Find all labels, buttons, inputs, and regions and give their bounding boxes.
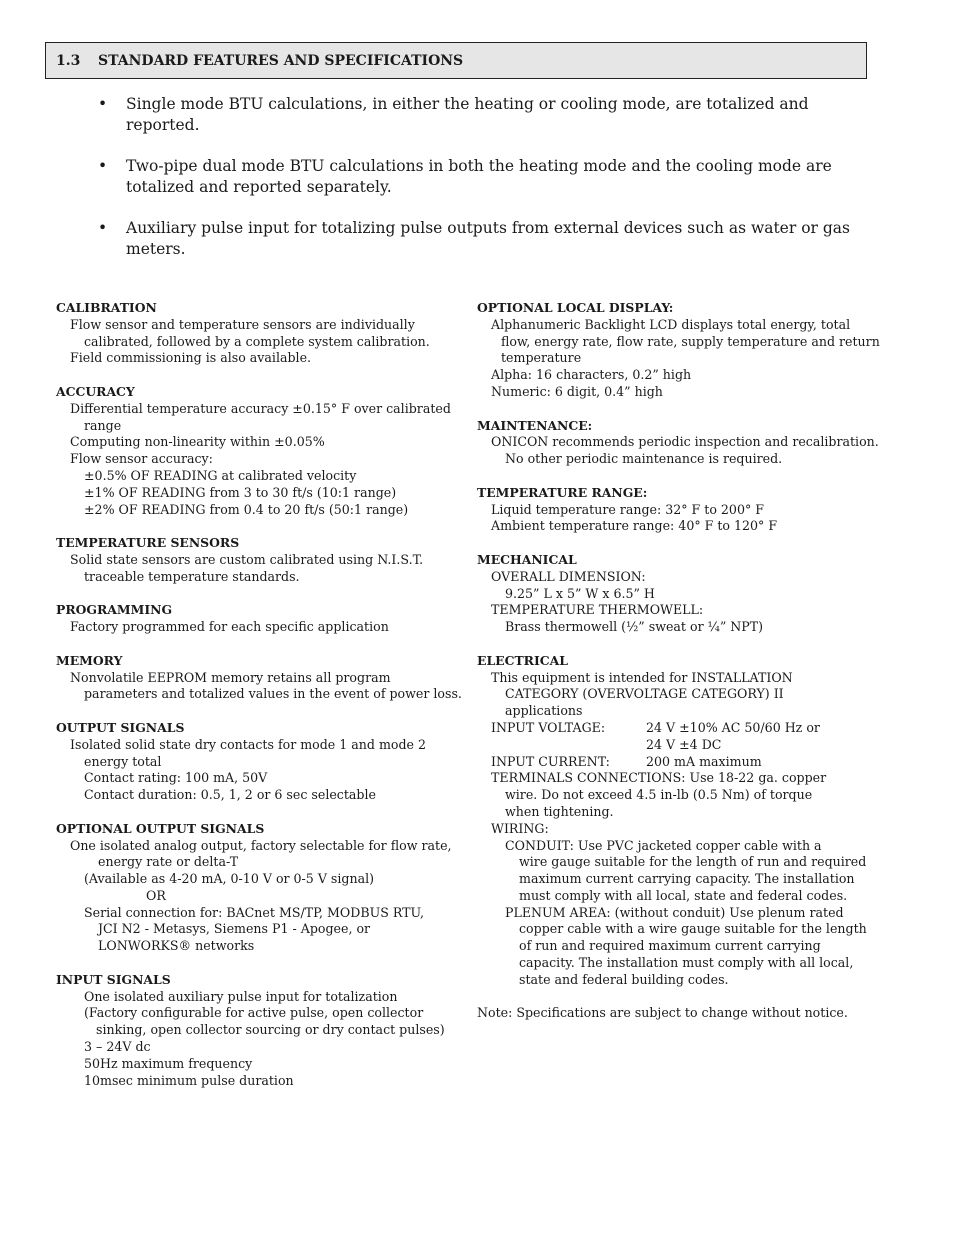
memory-section: MEMORY Nonvolatile EEPROM memory retains all program parameters and totalized values in the event of power loss.: [56, 653, 471, 703]
input-current-row: INPUT CURRENT: 200 mA maximum: [491, 753, 762, 769]
section-heading: CALIBRATION: [56, 300, 157, 315]
bullet-icon: •: [98, 219, 108, 237]
section-heading: PROGRAMMING: [56, 602, 173, 618]
section-title: STANDARD FEATURES AND SPECIFICATIONS: [98, 53, 464, 69]
maintenance-section: MAINTENANCE: ONICON recommends periodic inspection and recalibration. No other periodic maintenance is required.: [477, 418, 897, 468]
section-heading: ELECTRICAL: [477, 652, 568, 668]
feature-item: • Single mode BTU calculations, in either the heating or cooling mode, are totalized and reported.: [98, 95, 809, 134]
section-heading: OPTIONAL OUTPUT SIGNALS: [56, 820, 265, 836]
section-heading: OUTPUT SIGNALS: [56, 719, 185, 735]
electrical-section: ELECTRICAL This equipment is intended for INSTALLATION CATEGORY (OVERVOLTAGE CATEGORY) II applications INPUT VOLTAGE: 24 V ±10% AC 50/60 Hz or 24 V ±4 DC INPUT CURRENT: 200 mA maximum TERMINALS CONNECTIONS: Use 18-22 ga. copper wire. Do not exceed 4.5 in-lb (0.5 Nm) of torque when tightening. WIRING: CONDUIT: Use PVC jacketed copper cable with a wire gauge suitable for the length of run and required maximum current carrying capacity. The installation must comply with all local, state and federal codes. PLENUM AREA: (without conduit) Use plenum rated copper cable with a wire gauge suitable for the length of run and required maximum current carrying capacity. The installation must comply with all local, state and federal building codes.: [477, 653, 897, 989]
section-heading: TEMPERATURE RANGE:: [477, 484, 648, 500]
optional-output-signals-section: OPTIONAL OUTPUT SIGNALS One isolated analog output, factory selectable for flow rate, energy rate or delta-T (Available as 4-20 mA, 0-10 V or 0-5 V signal) OR Serial connection for: BACnet MS/TP, MODBUS RTU, JCI N2 - Metasys, Siemens P1 - Apogee, or LONWORKS® networks: [56, 821, 471, 955]
section-heading: MEMORY: [56, 652, 123, 668]
spec-column-right: [477, 300, 897, 1022]
specs-note: Note: Specifications are subject to change without notice.: [477, 1005, 848, 1021]
local-display-section: OPTIONAL LOCAL DISPLAY: Alphanumeric Backlight LCD displays total energy, total flow, energy rate, flow rate, supply temperature and return temperature Alpha: 16 characters, 0.2” high Numeric: 6 digit, 0.4” high: [477, 300, 897, 401]
accuracy-section: ACCURACY Differential temperature accuracy ±0.15° F over calibrated range Computing non-linearity within ±0.05% Flow sensor accuracy: ±0.5% OF READING at calibrated velocity ±1% OF READING from 3 to 30 ft/s (10:1 range) ±2% OF READING from 0.4 to 20 ft/s (50:1 range): [56, 384, 471, 518]
feature-list: [98, 94, 858, 280]
mechanical-section: MECHANICAL OVERALL DIMENSION: 9.25” L x 5” W x 6.5” H TEMPERATURE THERMOWELL: Brass thermowell (½” sweat or ¼” NPT): [477, 552, 897, 636]
temperature-sensors-section: TEMPERATURE SENSORS Solid state sensors are custom calibrated using N.I.S.T. traceable temperature standards.: [56, 535, 471, 585]
section-heading: MECHANICAL: [477, 551, 577, 567]
feature-item: • Two-pipe dual mode BTU calculations in both the heating mode and the cooling mode are totalized and reported separately.: [98, 157, 832, 196]
calibration-section: CALIBRATION Flow sensor and temperature sensors are individually calibrated, followed by a complete system calibration. Field commissioning is also available.: [56, 300, 471, 367]
feature-item: • Auxiliary pulse input for totalizing pulse outputs from external devices such as water or gas meters.: [98, 219, 850, 258]
temperature-range-section: TEMPERATURE RANGE: Liquid temperature range: 32° F to 200° F Ambient temperature range: 40° F to 120° F: [477, 485, 897, 535]
section-header: [45, 42, 867, 79]
section-heading: TEMPERATURE SENSORS: [56, 535, 240, 551]
programming-section: PROGRAMMING Factory programmed for each specific application: [56, 602, 471, 636]
section-heading: OPTIONAL LOCAL DISPLAY:: [477, 300, 674, 315]
input-voltage-row: INPUT VOLTAGE: 24 V ±10% AC 50/60 Hz or: [491, 719, 820, 735]
bullet-icon: •: [98, 95, 108, 113]
section-number: 1.3: [56, 53, 81, 69]
spec-column-left: [56, 300, 471, 1106]
section-heading: INPUT SIGNALS: [56, 971, 171, 987]
section-heading: ACCURACY: [56, 383, 135, 399]
output-signals-section: OUTPUT SIGNALS Isolated solid state dry contacts for mode 1 and mode 2 energy total Contact rating: 100 mA, 50V Contact duration: 0.5, 1, 2 or 6 sec selectable: [56, 720, 471, 804]
input-signals-section: INPUT SIGNALS One isolated auxiliary pulse input for totalization (Factory configurable for active pulse, open collector sinking, open collector sourcing or dry contact pulses) 3 – 24V dc 50Hz maximum frequency 10msec minimum pulse duration: [56, 972, 471, 1090]
section-heading: MAINTENANCE:: [477, 417, 593, 433]
bullet-icon: •: [98, 157, 108, 175]
